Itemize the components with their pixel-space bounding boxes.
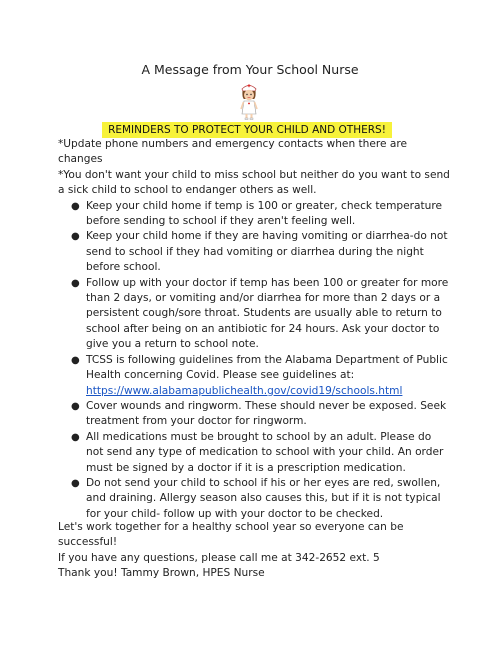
intro-paragraph: *Update phone numbers and emergency contacts when there are changes [58,138,408,166]
list-item-text: All medications must be brought to school by an adult. Please do not send any type of medication to school with your child. An order must be signed by a doctor if it is a prescription medication. [86,430,444,474]
bullet-icon: ● [71,431,80,443]
closing-section [58,520,458,582]
signature-line: Thank you! Tammy Brown, HPES Nurse [58,567,265,580]
guidelines-link[interactable]: https://www.alabamapublichealth.gov/covid19/schools.html [86,384,403,397]
intro-paragraph: *You don't want your child to miss school but neither do you want to send a sick child to school to endanger others as well. [58,168,450,197]
reminders-banner: REMINDERS TO PROTECT YOUR CHILD AND OTHERS! [102,122,392,138]
list-item-text: TCSS is following guidelines from the Alabama Department of Public Health concerning Covid. Please see guidelines at: [86,353,448,382]
list-item [71,353,450,399]
list-item [71,229,450,275]
nurse-figure-icon [236,82,262,120]
letter-body [58,137,450,522]
list-item [71,399,450,430]
list-item-text: Cover wounds and ringworm. These should never be exposed. Seek treatment from your doctor for ringworm. [86,399,447,428]
list-item-text: Follow up with your doctor if temp has been 100 or greater for more than 2 days, or vomiting and/or diarrhea for more than 2 days or a persistent cough/sore throat. Students are usually able to return to school after being on an antibiotic for 24 hours. Ask your doctor to give you a return to school note. [86,276,449,351]
list-item [71,476,450,522]
bullet-icon: ● [71,231,80,243]
list-item-text: Keep your child home if temp is 100 or greater, check temperature before sending to school if they aren't feeling well. [86,199,442,228]
list-item [71,430,450,476]
bullet-icon: ● [71,200,80,212]
list-item [71,199,450,230]
reminder-list [58,199,450,523]
bullet-icon: ● [71,354,80,366]
bullet-icon: ● [71,477,80,489]
closing-line: If you have any questions, please call me at 342-2652 ext. 5 [58,551,380,564]
list-item-text: Keep your child home if they are having vomiting or diarrhea-do not send to school if they had vomiting or diarrhea during the night before school. [86,230,448,274]
bullet-icon: ● [71,400,80,412]
list-item [71,276,450,353]
list-item-text: Do not send your child to school if his or her eyes are red, swollen, and draining. Allergy season also causes this, but if it is not typical for your child- follow up with your doctor to be checked. [86,476,441,520]
bullet-icon: ● [71,277,80,289]
page-title: A Message from Your School Nurse [141,62,359,77]
closing-line: Let's work together for a healthy school year so everyone can be successful! [58,521,404,549]
